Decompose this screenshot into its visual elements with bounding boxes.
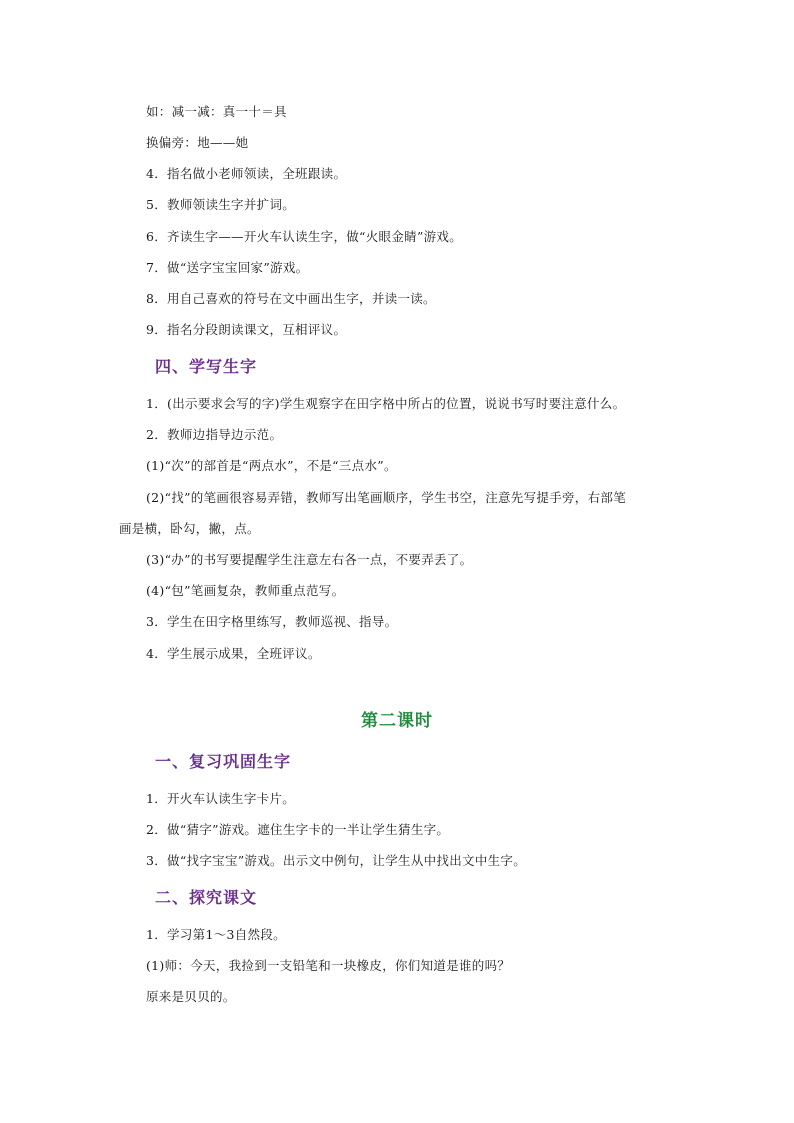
section-heading: 一、复习巩固生字 [155,752,292,771]
body-line: (3)“办”的书写要提醒学生注意左右各一点，不要弄丢了。 [146,552,473,567]
body-line: 3．学生在田字格里练写，教师巡视、指导。 [146,614,398,629]
body-line: (4)“包”笔画复杂，教师重点范写。 [146,583,345,598]
body-line: 9．指名分段朗读课文，互相评议。 [146,322,347,337]
body-line: 7．做“送字宝宝回家”游戏。 [146,260,309,275]
body-line: 6．齐读生字——开火车认读生字，做“火眼金睛”游戏。 [146,229,463,244]
body-line: 画是横，卧勾，撇，点。 [119,521,260,536]
body-line: 1．(出示要求会写的字)学生观察字在田字格中所占的位置，说说书写时要注意什么。 [146,396,626,411]
body-line: 如：减一减：真一十＝具 [146,104,287,119]
body-line: 1．学习第1～3自然段。 [146,927,286,942]
body-line: 3．做“找字宝宝”游戏。出示文中例句，让学生从中找出文中生字。 [146,853,527,868]
body-line: 4．指名做小老师领读，全班跟读。 [146,166,347,181]
body-line: (1)师：今天，我捡到一支铅笔和一块橡皮，你们知道是谁的吗？ [146,958,511,973]
section-heading: 四、学写生字 [155,357,258,376]
lesson-title: 第二课时 [361,711,433,731]
body-line: 换偏旁：地——她 [146,135,249,150]
body-line: (1)“次”的部首是“两点水”，不是“三点水”。 [146,458,397,473]
body-line: 2．做“猜字”游戏。遮住生字卡的一半让学生猜生字。 [146,822,450,837]
body-line: 4．学生展示成果，全班评议。 [146,646,321,661]
body-line: 原来是贝贝的。 [146,989,236,1004]
body-line: 8．用自己喜欢的符号在文中画出生字，并读一读。 [146,291,436,306]
body-line: 1．开火车认读生字卡片。 [146,791,296,806]
body-line: 2．教师边指导边示范。 [146,427,283,442]
body-line: (2)“找”的笔画很容易弄错，教师写出笔画顺序，学生书空，注意先写提手旁，右部笔 [146,490,626,505]
body-line: 5．教师领读生字并扩词。 [146,197,296,212]
section-heading: 二、探究课文 [155,888,258,907]
